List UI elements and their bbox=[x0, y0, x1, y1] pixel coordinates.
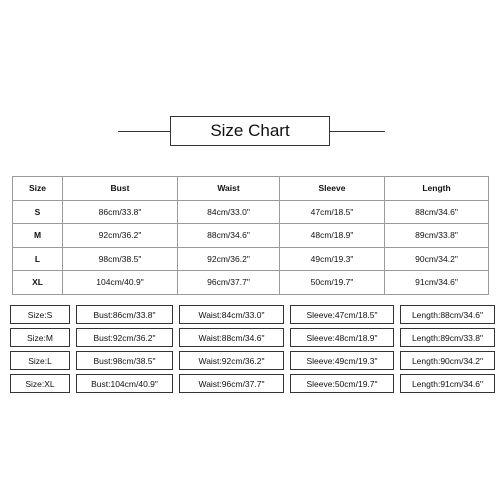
box-sleeve: Sleeve:49cm/19.3" bbox=[290, 351, 394, 370]
list-item bbox=[10, 349, 495, 372]
box-waist: Waist:92cm/36.2" bbox=[179, 351, 284, 370]
cell-size: L bbox=[13, 247, 63, 271]
cell-waist: 84cm/33.0" bbox=[178, 200, 280, 224]
list-item bbox=[10, 303, 495, 326]
box-size: Size:L bbox=[10, 351, 70, 370]
box-sleeve: Sleeve:50cm/19.7" bbox=[290, 374, 394, 393]
table-row bbox=[13, 271, 489, 295]
cell-length: 89cm/33.8" bbox=[385, 224, 489, 248]
box-bust: Bust:98cm/38.5" bbox=[76, 351, 173, 370]
title-divider-right bbox=[330, 131, 385, 132]
table-row bbox=[13, 224, 489, 248]
title-divider-left bbox=[118, 131, 170, 132]
box-bust: Bust:104cm/40.9" bbox=[76, 374, 173, 393]
box-bust: Bust:92cm/36.2" bbox=[76, 328, 173, 347]
box-size: Size:M bbox=[10, 328, 70, 347]
box-waist: Waist:96cm/37.7" bbox=[179, 374, 284, 393]
box-length: Length:89cm/33.8" bbox=[400, 328, 495, 347]
box-length: Length:91cm/34.6" bbox=[400, 374, 495, 393]
cell-bust: 86cm/33.8" bbox=[63, 200, 178, 224]
cell-length: 91cm/34.6" bbox=[385, 271, 489, 295]
box-size: Size:S bbox=[10, 305, 70, 324]
header-sleeve: Sleeve bbox=[280, 177, 385, 201]
box-bust: Bust:86cm/33.8" bbox=[76, 305, 173, 324]
box-length: Length:90cm/34.2" bbox=[400, 351, 495, 370]
cell-waist: 96cm/37.7" bbox=[178, 271, 280, 295]
cell-sleeve: 48cm/18.9" bbox=[280, 224, 385, 248]
cell-bust: 104cm/40.9" bbox=[63, 271, 178, 295]
cell-length: 90cm/34.2" bbox=[385, 247, 489, 271]
list-item bbox=[10, 372, 495, 395]
cell-size: S bbox=[13, 200, 63, 224]
cell-size: XL bbox=[13, 271, 63, 295]
cell-size: M bbox=[13, 224, 63, 248]
list-item bbox=[10, 326, 495, 349]
box-waist: Waist:84cm/33.0" bbox=[179, 305, 284, 324]
cell-bust: 92cm/36.2" bbox=[63, 224, 178, 248]
header-size: Size bbox=[13, 177, 63, 201]
box-waist: Waist:88cm/34.6" bbox=[179, 328, 284, 347]
cell-sleeve: 50cm/19.7" bbox=[280, 271, 385, 295]
table-row bbox=[13, 247, 489, 271]
cell-sleeve: 49cm/19.3" bbox=[280, 247, 385, 271]
size-chart-table bbox=[12, 176, 489, 295]
box-sleeve: Sleeve:47cm/18.5" bbox=[290, 305, 394, 324]
box-size: Size:XL bbox=[10, 374, 70, 393]
header-waist: Waist bbox=[178, 177, 280, 201]
title-banner bbox=[0, 116, 500, 148]
cell-bust: 98cm/38.5" bbox=[63, 247, 178, 271]
table-header-row bbox=[13, 177, 489, 201]
box-length: Length:88cm/34.6" bbox=[400, 305, 495, 324]
cell-length: 88cm/34.6" bbox=[385, 200, 489, 224]
page-title: Size Chart bbox=[170, 116, 330, 146]
cell-waist: 88cm/34.6" bbox=[178, 224, 280, 248]
box-sleeve: Sleeve:48cm/18.9" bbox=[290, 328, 394, 347]
header-bust: Bust bbox=[63, 177, 178, 201]
size-chart-boxes bbox=[10, 303, 495, 395]
cell-waist: 92cm/36.2" bbox=[178, 247, 280, 271]
table-row bbox=[13, 200, 489, 224]
cell-sleeve: 47cm/18.5" bbox=[280, 200, 385, 224]
header-length: Length bbox=[385, 177, 489, 201]
